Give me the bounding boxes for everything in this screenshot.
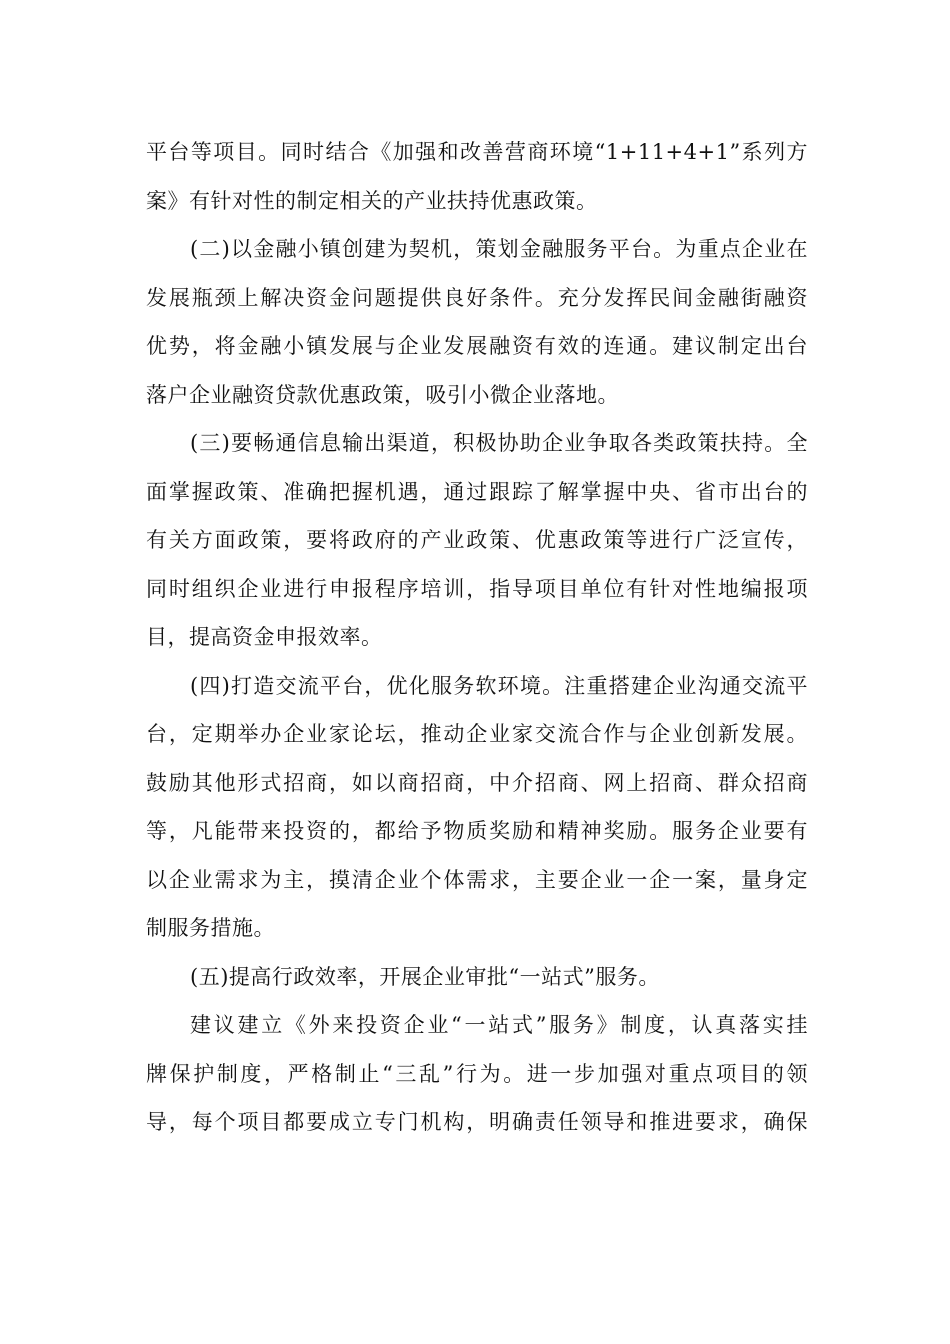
text-line: 案》有针对性的制定相关的产业扶持优惠政策。 — [146, 188, 598, 213]
text-line: 目，提高资金申报效率。 — [146, 625, 383, 649]
text-line: 制服务措施。 — [146, 916, 275, 940]
text-line: 平台等项目。同时结合《加强和改善营商环境“1+11+4+1”系列方 — [146, 140, 808, 164]
text-line: 面掌握政策、准确把握机遇，通过跟踪了解掌握中央、省市出台的 — [146, 479, 808, 504]
paragraph-first-line: (二)以金融小镇创建为契机，策划金融服务平台。为重点企业在 — [190, 237, 808, 261]
text-line: 发展瓶颈上解决资金问题提供良好条件。充分发挥民间金融街融资 — [146, 285, 808, 310]
paragraph-first-line: (三)要畅通信息输出渠道，积极协助企业争取各类政策扶持。全 — [190, 431, 808, 455]
text-line: 优势，将金融小镇发展与企业发展融资有效的连通。建议制定出台 — [146, 334, 808, 358]
text-line: 台，定期举办企业家论坛，推动企业家交流合作与企业创新发展。 — [146, 722, 808, 746]
text-line: 有关方面政策，要将政府的产业政策、优惠政策等进行广泛宣传， — [146, 528, 808, 552]
text-line: 等，凡能带来投资的，都给予物质奖励和精神奖励。服务企业要有 — [146, 819, 808, 843]
text-line: 落户企业融资贷款优惠政策，吸引小微企业落地。 — [146, 382, 619, 407]
text-line: 以企业需求为主，摸清企业个体需求，主要企业一企一案，量身定 — [146, 867, 808, 892]
text-line: 同时组织企业进行申报程序培训，指导项目单位有针对性地编报项 — [146, 576, 808, 601]
document-body — [146, 128, 808, 1147]
text-line: 鼓励其他形式招商，如以商招商，中介招商、网上招商、群众招商 — [146, 770, 808, 795]
paragraph-first-line: (五)提高行政效率，开展企业审批“一站式”服务。 — [190, 964, 660, 989]
text-line: 导，每个项目都要成立专门机构，明确责任领导和推进要求，确保 — [146, 1110, 808, 1134]
paragraph-first-line: (四)打造交流平台，优化服务软环境。注重搭建企业沟通交流平 — [190, 673, 808, 698]
text-line: 牌保护制度，严格制止“三乱”行为。进一步加强对重点项目的领 — [146, 1061, 808, 1086]
paragraph-first-line: 建议建立《外来投资企业“一站式”服务》制度，认真落实挂 — [190, 1013, 808, 1037]
